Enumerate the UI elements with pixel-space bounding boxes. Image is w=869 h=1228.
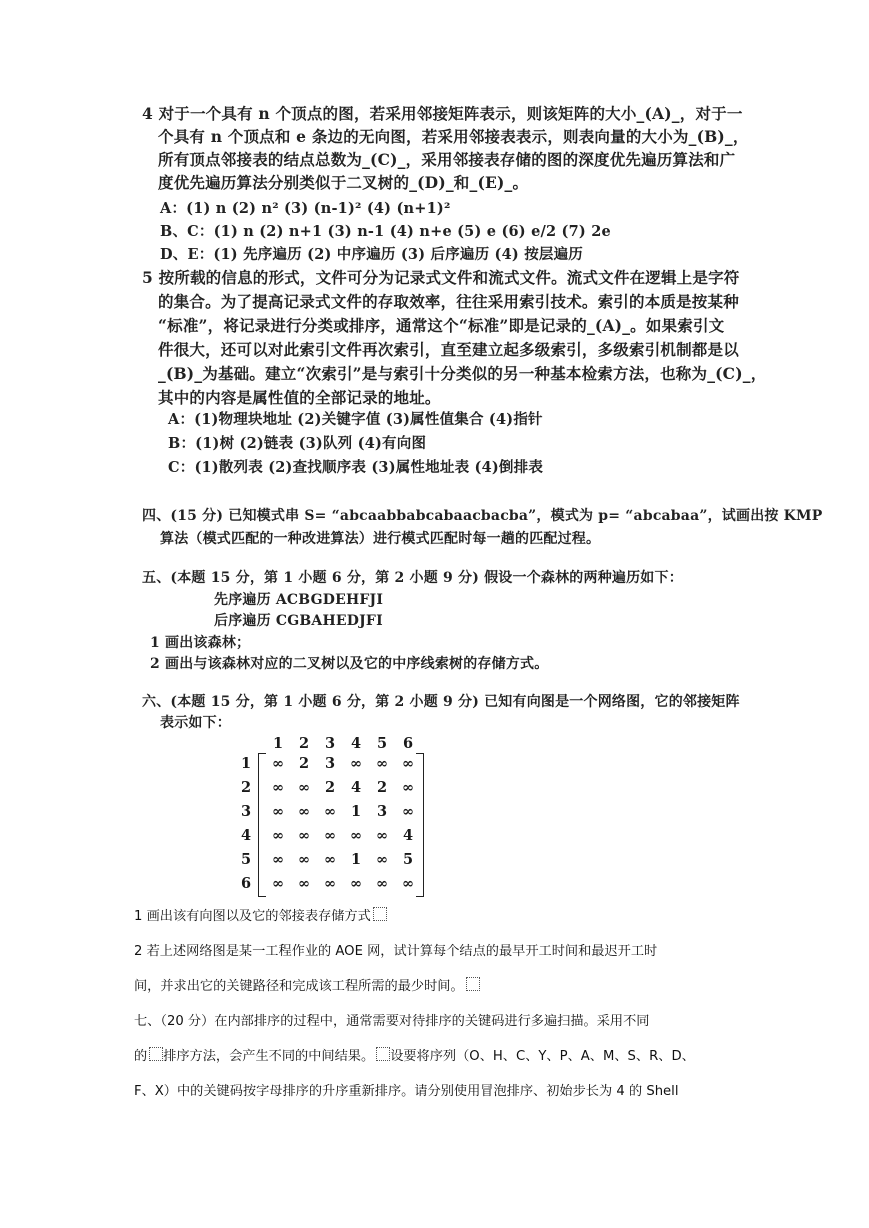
q4-line-2: 个具有 n 个顶点和 e 条边的无向图，若采用邻接表表示，则表向量的大小为_(B)_，	[158, 127, 749, 146]
q4-option-a: A：(1) n (2) n² (3) (n-1)² (4) (n+1)²	[160, 200, 451, 217]
q4-option-de: D、E：(1) 先序遍历 (2) 中序遍历 (3) 后序遍历 (4) 按层遍历	[160, 246, 584, 263]
placeholder-glyph-icon	[373, 907, 387, 921]
matrix-cell: ∞	[323, 851, 337, 868]
matrix-row-header: 5	[240, 851, 252, 868]
matrix-cell: 2	[298, 755, 310, 772]
task-2-line-2: 间，并求出它的关键路径和完成该工程所需的最少时间。	[134, 979, 464, 994]
q5-line-2: 的集合。为了提高记录式文件的存取效率，往往采用索引技术。索引的本质是按某种	[158, 292, 739, 311]
matrix-cell: 3	[324, 755, 336, 772]
matrix-column-header: 4	[350, 735, 362, 752]
matrix-column-header: 2	[298, 735, 310, 752]
matrix-cell: ∞	[297, 779, 311, 796]
matrix-column-header: 1	[272, 735, 284, 752]
matrix-cell: 3	[376, 803, 388, 820]
placeholder-glyph-icon	[149, 1047, 163, 1061]
matrix-cell: 1	[350, 851, 362, 868]
matrix-cell: ∞	[271, 875, 285, 892]
q5-line-4: 件很大，还可以对此索引文件再次索引，直至建立起多级索引，多级索引机制都是以	[158, 340, 739, 359]
sec6-line-2: 表示如下：	[160, 715, 231, 731]
matrix-cell: ∞	[323, 827, 337, 844]
matrix-cell: ∞	[401, 755, 415, 772]
matrix-cell: ∞	[401, 875, 415, 892]
task-1-paragraph	[134, 907, 740, 927]
matrix-row-header: 4	[240, 827, 252, 844]
matrix-cell: ∞	[323, 803, 337, 820]
q5-line-3: “标准”，将记录进行分类或排序，通常这个“标准”即是记录的_(A)_。如果索引文	[158, 316, 725, 335]
q4-line-4: 度优先遍历算法分别类似于二叉树的_(D)_和_(E)_。	[158, 173, 529, 192]
matrix-cell: ∞	[375, 851, 389, 868]
sec4-line-1: 四、(15 分) 已知模式串 S= “abcaabbabcabaacbacba”，模式为 p= “abcabaa”，试画出按 KMP	[142, 508, 823, 524]
section-7-line-2c: 设要将序列（O、H、C、Y、P、A、M、S、R、D、	[390, 1049, 695, 1064]
task-1-text: 1 画出该有向图以及它的邻接表存储方式	[134, 909, 371, 924]
sec6-line-1: 六、(本题 15 分，第 1 小题 6 分，第 2 小题 9 分) 已知有向图是一个网络图，它的邻接矩阵	[142, 694, 740, 710]
sec5-line-1: 五、(本题 15 分，第 1 小题 6 分，第 2 小题 9 分) 假设一个森林的两种遍历如下：	[142, 570, 683, 586]
matrix-row-header: 6	[240, 875, 252, 892]
sec4-line-2: 算法（模式匹配的一种改进算法）进行模式匹配时每一趟的匹配过程。	[160, 531, 601, 547]
q4-line-3: 所有顶点邻接表的结点总数为_(C)_，采用邻接表存储的图的深度优先遍历算法和广	[158, 150, 736, 169]
matrix-cell: ∞	[271, 779, 285, 796]
matrix-cell: ∞	[375, 755, 389, 772]
matrix-column-header: 6	[402, 735, 414, 752]
matrix-cell: ∞	[297, 803, 311, 820]
placeholder-glyph-icon	[376, 1047, 390, 1061]
matrix-cell: ∞	[349, 875, 363, 892]
matrix-cell: 4	[350, 779, 362, 796]
sec5-preorder: 先序遍历 ACBGDEHFJI	[214, 592, 384, 608]
q4-line-1: 4 对于一个具有 n 个顶点的图，若采用邻接矩阵表示，则该矩阵的大小_(A)_，对于一	[142, 104, 743, 123]
sec5-postorder: 后序遍历 CGBAHEDJFI	[214, 613, 383, 629]
matrix-cell: ∞	[349, 827, 363, 844]
sec5-task-2: 2 画出与该森林对应的二叉树以及它的中序线索树的存储方式。	[150, 656, 549, 672]
section-7-line-2b: 排序方法，会产生不同的中间结果。	[163, 1049, 375, 1064]
matrix-cell: ∞	[271, 827, 285, 844]
matrix-cell: ∞	[297, 875, 311, 892]
q5-option-a: A：(1)物理块地址 (2)关键字值 (3)属性值集合 (4)指针	[168, 411, 543, 428]
section-7-line-1: 七、（20 分）在内部排序的过程中，通常需要对待排序的关键码进行多遍扫描。采用不同	[134, 1014, 650, 1029]
matrix-cell: ∞	[271, 803, 285, 820]
matrix-cell: 1	[350, 803, 362, 820]
matrix-cell: ∞	[375, 875, 389, 892]
matrix-cell: 5	[402, 851, 414, 868]
matrix-cell: ∞	[271, 755, 285, 772]
q4-option-bc: B、C：(1) n (2) n+1 (3) n-1 (4) n+e (5) e (6) e/2 (7) 2e	[160, 223, 611, 240]
matrix-cell: ∞	[297, 851, 311, 868]
matrix-column-header: 5	[376, 735, 388, 752]
matrix-cell: ∞	[271, 851, 285, 868]
q5-line-5: _(B)_为基础。建立“次索引”是与索引十分类似的另一种基本检索方法，也称为_(C)_，	[158, 364, 767, 383]
sec5-task-1: 1 画出该森林；	[150, 635, 251, 651]
q5-line-1: 5 按所载的信息的形式，文件可分为记录式文件和流式文件。流式文件在逻辑上是字符	[142, 268, 740, 287]
matrix-cell: 2	[324, 779, 336, 796]
adjacency-matrix	[240, 735, 440, 895]
matrix-cell: ∞	[297, 827, 311, 844]
q5-line-6: 其中的内容是属性值的全部记录的地址。	[158, 388, 441, 407]
matrix-row-header: 2	[240, 779, 252, 796]
matrix-cell: 2	[376, 779, 388, 796]
q5-option-b: B：(1)树 (2)链表 (3)队列 (4)有向图	[168, 435, 427, 452]
matrix-row-header: 3	[240, 803, 252, 820]
section-7-line-2a: 的	[134, 1049, 148, 1064]
matrix-left-bracket	[258, 753, 266, 897]
task-2-line-2-wrap	[134, 977, 740, 997]
placeholder-glyph-icon	[466, 977, 480, 991]
task-2-line-1: 2 若上述网络图是某一工程作业的 AOE 网，试计算每个结点的最早开工时间和最迟开工时	[134, 944, 658, 959]
matrix-column-header: 3	[324, 735, 336, 752]
matrix-cell: 4	[402, 827, 414, 844]
matrix-cell: ∞	[375, 827, 389, 844]
matrix-cell: ∞	[349, 755, 363, 772]
q5-option-c: C：(1)散列表 (2)查找顺序表 (3)属性地址表 (4)倒排表	[168, 459, 544, 476]
section-7-line-3: F、X）中的关键码按字母排序的升序重新排序。请分别使用冒泡排序、初始步长为 4 的 Shell	[134, 1084, 679, 1099]
matrix-cell: ∞	[323, 875, 337, 892]
matrix-cell: ∞	[401, 779, 415, 796]
section-7-line-2	[134, 1047, 740, 1067]
matrix-cell: ∞	[401, 803, 415, 820]
matrix-row-header: 1	[240, 755, 252, 772]
